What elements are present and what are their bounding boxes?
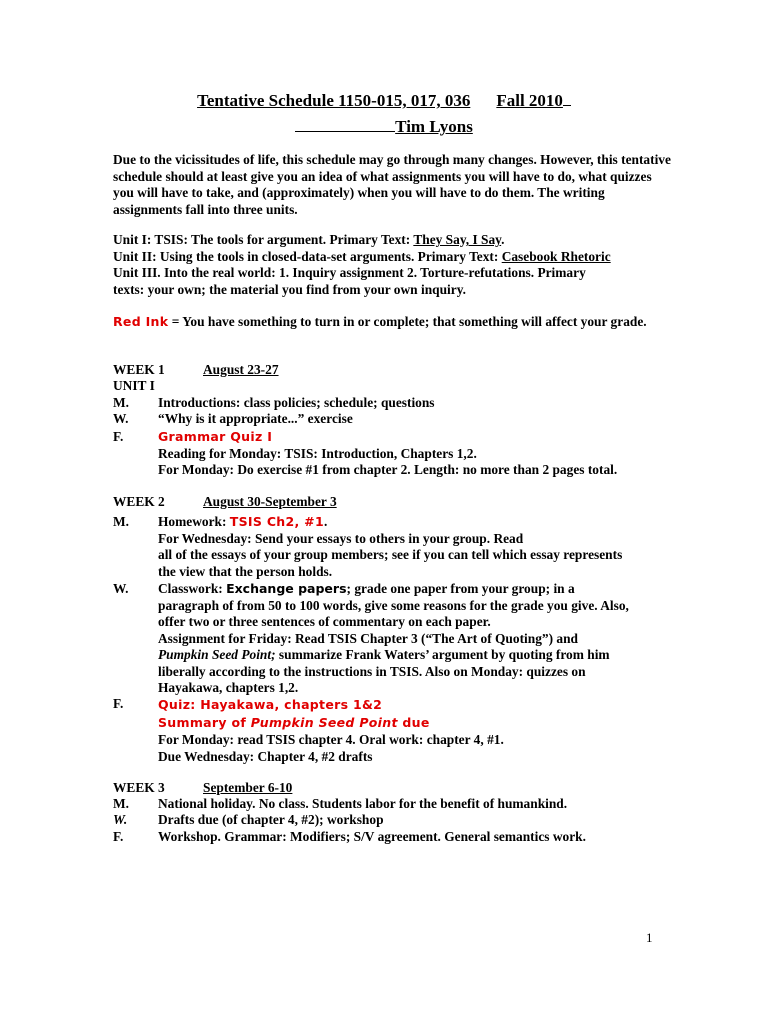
red-ink-label: Red Ink: [113, 314, 169, 329]
week-1-unit: UNIT I: [113, 378, 155, 393]
term: Fall 2010: [496, 91, 563, 110]
week-2-wednesday: Classwork: Exchange papers; grade one paper from your group; in a paragraph of from 50 to 100 words, give some reasons for the grade you give. Also, offer two or three sentences of commentary on each paper. Assignment for Friday: Read TSIS Chapter 3 (“The Art of Quoting”) and Pumpkin Seed Point; summarize Frank Waters’ argument by quoting from him liberally according to the instructions in TSIS. Also on Monday: quizzes on Hayakawa, chapters 1,2.: [158, 581, 629, 695]
red-ink-legend: [113, 314, 673, 331]
week-3-dates: September 6-10: [203, 780, 293, 795]
week-3-friday-day: F.: [113, 829, 124, 844]
week-1-monday-day: M.: [113, 395, 129, 410]
underline-lead: [295, 117, 395, 132]
unit-3-cont: texts: your own; the material you find from your own inquiry.: [113, 281, 467, 297]
week-3-wednesday: Drafts due (of chapter 4, #2); workshop: [158, 812, 384, 827]
hayakawa-quiz: Quiz: Hayakawa, chapters 1&2: [158, 697, 383, 712]
week-1-friday-day: F.: [113, 429, 124, 444]
instructor-name: Tim Lyons: [395, 117, 473, 136]
week-3-monday-day: M.: [113, 796, 129, 811]
summary-due: Summary of Pumpkin Seed Point due: [158, 715, 430, 730]
grammar-quiz-1: Grammar Quiz I: [158, 429, 273, 444]
course-title: Tentative Schedule 1150-015, 017, 036: [197, 91, 471, 110]
page-title: [0, 91, 768, 111]
unit-1-text: They Say, I Say: [413, 232, 502, 247]
week-2-label: WEEK 2: [113, 494, 165, 509]
exchange-papers: Exchange papers: [226, 581, 347, 596]
week-1-friday: Grammar Quiz I Reading for Monday: TSIS: Introduction, Chapters 1,2. For Monday: Do exercise #1 from chapter 2. Length: no more than 2 pages total.: [158, 429, 678, 479]
unit-2-text: Casebook Rhetoric: [501, 248, 611, 264]
week-2-friday: Quiz: Hayakawa, chapters 1&2 Summary of Pumpkin Seed Point due For Monday: read TSIS chapter 4. Oral work: chapter 4, #1. Due Wednesday: Chapter 4, #2 drafts: [158, 696, 678, 765]
week-2-monday-day: M.: [113, 514, 129, 529]
week-1-dates: August 23-27: [203, 362, 279, 377]
tsis-ch2-homework: TSIS Ch2, #1: [229, 514, 324, 529]
week-3-wednesday-day: W.: [113, 812, 128, 827]
week-1-wednesday-day: W.: [113, 411, 129, 426]
instructor-line: [0, 117, 768, 137]
week-1-label: WEEK 1: [113, 362, 165, 377]
week-1-wednesday: “Why is it appropriate...” exercise: [158, 411, 353, 426]
intro-paragraph: Due to the vicissitudes of life, this schedule may go through many changes. However, this tentative schedule should at least give you an idea of what assignments you will have to do, what quizzes you will have to take, and (approximately) when you will have to do them. The writing assignments fall into three units.: [113, 152, 671, 217]
page-number: 1: [646, 930, 653, 945]
week-3-friday: Workshop. Grammar: Modifiers; S/V agreement. General semantics work.: [158, 829, 586, 844]
unit-1: Unit I: TSIS: The tools for argument. Primary Text: They Say, I Say.: [113, 232, 505, 247]
week-2-wednesday-day: W.: [113, 581, 129, 596]
week-3-monday: National holiday. No class. Students labor for the benefit of humankind.: [158, 796, 568, 811]
unit-2: Unit II: Using the tools in closed-data-set arguments. Primary Text: Casebook Rhetoric: [113, 248, 611, 264]
unit-3: Unit III. Into the real world: 1. Inquiry assignment 2. Torture-refutations. Primary: [113, 265, 586, 280]
week-1-monday: Introductions: class policies; schedule; questions: [158, 395, 435, 410]
week-2-monday: Homework: TSIS Ch2, #1. For Wednesday: Send your essays to others in your group. Read all of the essays of your group members; see if you can tell which essay represents the view that the person holds.: [158, 514, 623, 579]
week-2-friday-day: F.: [113, 696, 124, 711]
legend-text: = You have something to turn in or complete; that something will affect your grade.: [168, 314, 647, 329]
week-3-label: WEEK 3: [113, 780, 165, 795]
units-section: [113, 232, 673, 298]
week-2-dates: August 30-September 3: [203, 494, 337, 509]
